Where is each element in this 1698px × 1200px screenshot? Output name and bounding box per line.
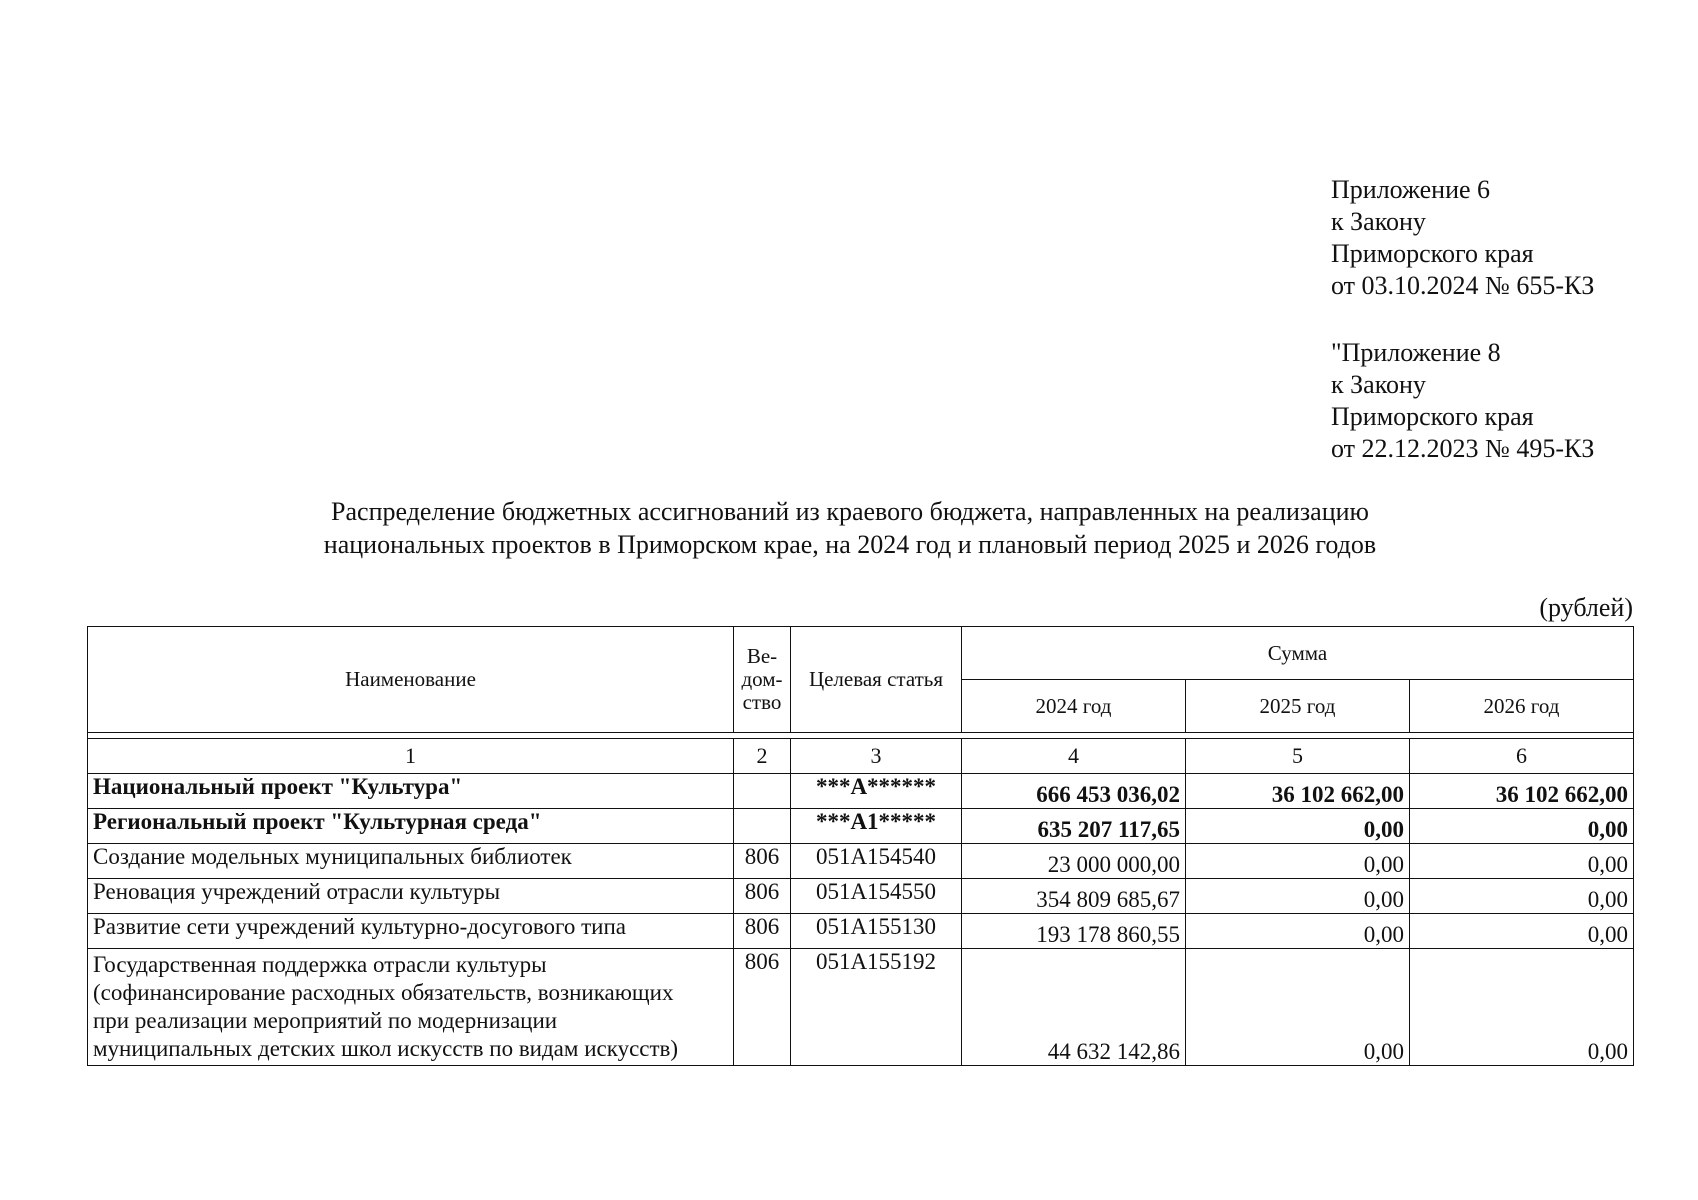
title-line-2: национальных проектов в Приморском крае, на 2024 год и плановый период 2025 и 2026 годов [323,530,1377,559]
row-org: 806 [734,879,791,914]
column-number: 2 [734,739,791,774]
header-org [734,627,791,733]
attachment-line: Приморского края [1331,402,1534,431]
row-sum-2026: 36 102 662,00 [1410,774,1634,809]
row-org [734,809,791,844]
header-2026: 2026 год [1410,680,1634,733]
column-number: 3 [791,739,962,774]
header-row-top [88,627,1634,680]
attachment-line: "Приложение 8 [1331,338,1501,367]
table-row [88,949,1634,1066]
row-name: Национальный проект "Культура" [88,774,734,809]
row-code: 051А154540 [791,844,962,879]
budget-table [87,626,1634,1066]
row-org [734,774,791,809]
header-code: Целевая статья [791,627,962,733]
header-org-line: ство [742,690,782,714]
attachment-line: от 22.12.2023 № 495-КЗ [1331,434,1595,463]
units-label: (рублей) [1539,593,1633,622]
row-sum-2025: 36 102 662,00 [1186,774,1410,809]
row-name-line: (софинансирование расходных обязательств, возникающих [93,980,674,1005]
column-number: 4 [962,739,1186,774]
row-sum-2026: 0,00 [1410,879,1634,914]
row-org: 806 [734,914,791,949]
attachment-header-amended [1331,337,1594,465]
table-row [88,914,1634,949]
column-numbers-row [88,739,1634,774]
document-title [190,495,1510,561]
row-name: Реновация учреждений отрасли культуры [88,879,734,914]
column-number: 5 [1186,739,1410,774]
row-org: 806 [734,949,791,1066]
row-sum-2025: 0,00 [1186,914,1410,949]
row-code: 051А155192 [791,949,962,1066]
attachment-line: к Закону [1331,207,1426,236]
row-sum-2025: 0,00 [1186,879,1410,914]
row-sum-2026: 0,00 [1410,809,1634,844]
row-code: 051А154550 [791,879,962,914]
attachment-line: к Закону [1331,370,1426,399]
row-sum-2025: 0,00 [1186,844,1410,879]
header-org-line: дом- [741,667,783,691]
title-line-1: Распределение бюджетных ассигнований из краевого бюджета, направленных на реализацию [331,497,1369,526]
column-number: 6 [1410,739,1634,774]
header-name: Наименование [88,627,734,733]
row-sum-2025: 0,00 [1186,809,1410,844]
row-sum-2024: 354 809 685,67 [962,879,1186,914]
column-number: 1 [88,739,734,774]
row-code: 051А155130 [791,914,962,949]
table-row [88,809,1634,844]
row-sum-2024: 193 178 860,55 [962,914,1186,949]
row-org: 806 [734,844,791,879]
row-sum-2024: 44 632 142,86 [962,949,1186,1066]
row-name-line: Государственная поддержка отрасли культуры [93,952,547,977]
row-name: Создание модельных муниципальных библиотек [88,844,734,879]
row-sum-2025: 0,00 [1186,949,1410,1066]
row-sum-2024: 666 453 036,02 [962,774,1186,809]
header-sum: Сумма [962,627,1634,680]
table-row [88,844,1634,879]
row-sum-2026: 0,00 [1410,914,1634,949]
table-row [88,774,1634,809]
row-sum-2026: 0,00 [1410,844,1634,879]
row-name-line: муниципальных детских школ искусств по видам искусств) [93,1036,679,1061]
row-name: Региональный проект "Культурная среда" [88,809,734,844]
row-code: ***А1***** [791,809,962,844]
row-name-line: при реализации мероприятий по модернизации [93,1008,558,1033]
table-row [88,879,1634,914]
attachment-line: Приложение 6 [1331,175,1491,204]
header-org-line: Ве- [746,644,778,668]
attachment-line: от 03.10.2024 № 655-КЗ [1331,271,1595,300]
header-2024: 2024 год [962,680,1186,733]
row-code: ***А****** [791,774,962,809]
attachment-line: Приморского края [1331,239,1534,268]
row-sum-2026: 0,00 [1410,949,1634,1066]
header-2025: 2025 год [1186,680,1410,733]
row-sum-2024: 635 207 117,65 [962,809,1186,844]
row-name [88,949,734,1066]
row-sum-2024: 23 000 000,00 [962,844,1186,879]
attachment-header-current [1331,174,1594,302]
row-name: Развитие сети учреждений культурно-досугового типа [88,914,734,949]
